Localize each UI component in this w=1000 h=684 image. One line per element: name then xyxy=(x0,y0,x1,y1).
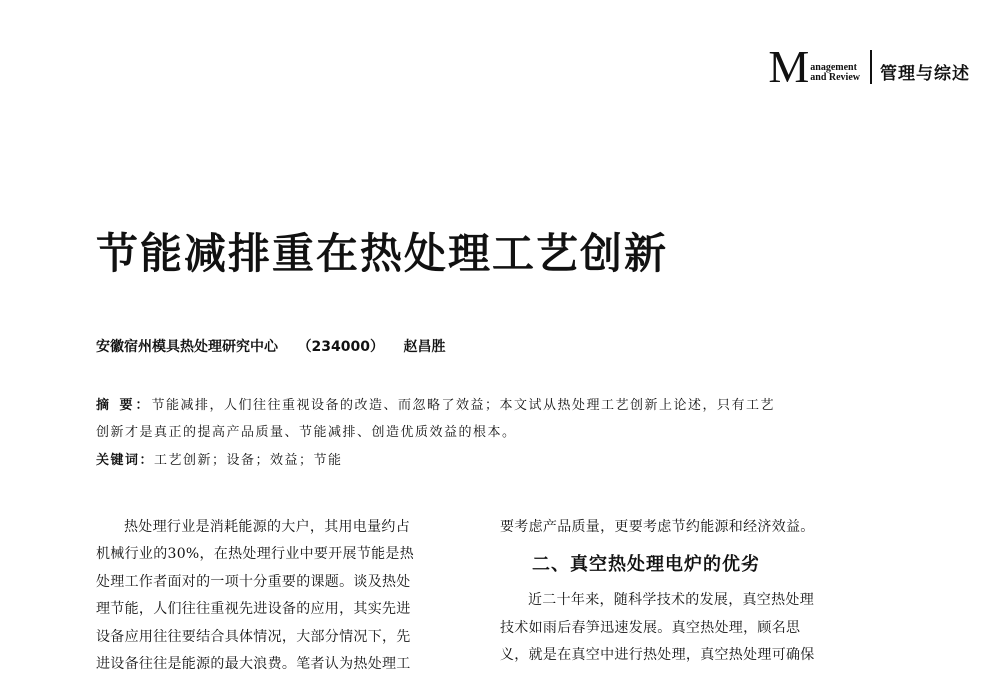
affiliation: 安徽宿州模具热处理研究中心 xyxy=(96,339,278,355)
body-line: 理节能，人们往往重视先进设备的应用，其实先进 xyxy=(96,601,411,618)
keywords-label: 关键词： xyxy=(96,453,155,468)
body-line: 技术如雨后春笋迅速发展。真空热处理，顾名思 xyxy=(500,619,801,636)
body-line: 要考虑产品质量，更要考虑节约能源和经济效益。 xyxy=(500,519,815,535)
header-divider xyxy=(870,50,872,84)
section-name: 管理与综述 xyxy=(880,63,970,84)
body-line: 设备应用往往要结合具体情况，大部分情况下，先 xyxy=(96,628,411,645)
abstract xyxy=(96,392,871,446)
body-line: 处理工作者面对的一项十分重要的课题。谈及热处 xyxy=(96,573,411,590)
keywords xyxy=(96,450,343,472)
author-line xyxy=(96,336,445,356)
abstract-label: 摘 要： xyxy=(96,398,152,413)
section-heading: 二、真空热处理电炉的优劣 xyxy=(532,554,760,576)
body-line: 近二十年来，随科学技术的发展，真空热处理 xyxy=(528,592,814,609)
journal-logo-line1: anagement xyxy=(810,62,857,73)
keywords-text: 工艺创新；设备；效益；节能 xyxy=(154,453,343,468)
body-line: 机械行业的30%，在热处理行业中要开展节能是热 xyxy=(96,546,415,563)
abstract-text-1: 节能减排，人们往往重视设备的改造、而忽略了效益；本文试从热处理工艺创新上论述，只有工艺 xyxy=(151,398,776,413)
abstract-line-1 xyxy=(96,392,871,419)
body-column-right xyxy=(500,514,870,670)
journal-logo-letter: M xyxy=(768,41,809,92)
body-line: 热处理行业是消耗能源的大户，其用电量约占 xyxy=(124,519,410,535)
journal-logo-line2: and Review xyxy=(810,72,860,83)
article-title: 节能减排重在热处理工艺创新 xyxy=(96,229,669,278)
body-column-left xyxy=(96,514,474,678)
author-name: 赵昌胜 xyxy=(403,339,446,355)
abstract-line-2: 创新才是真正的提高产品质量、节能减排、创造优质效益的根本。 xyxy=(96,425,517,440)
journal-section-header xyxy=(768,41,970,92)
body-line: 进设备往往是能源的最大浪费。笔者认为热处理工 xyxy=(96,656,411,673)
postcode: （234000） xyxy=(297,339,384,355)
body-line: 义，就是在真空中进行热处理，真空热处理可确保 xyxy=(500,647,815,664)
journal-logo-subtitle xyxy=(810,63,860,83)
